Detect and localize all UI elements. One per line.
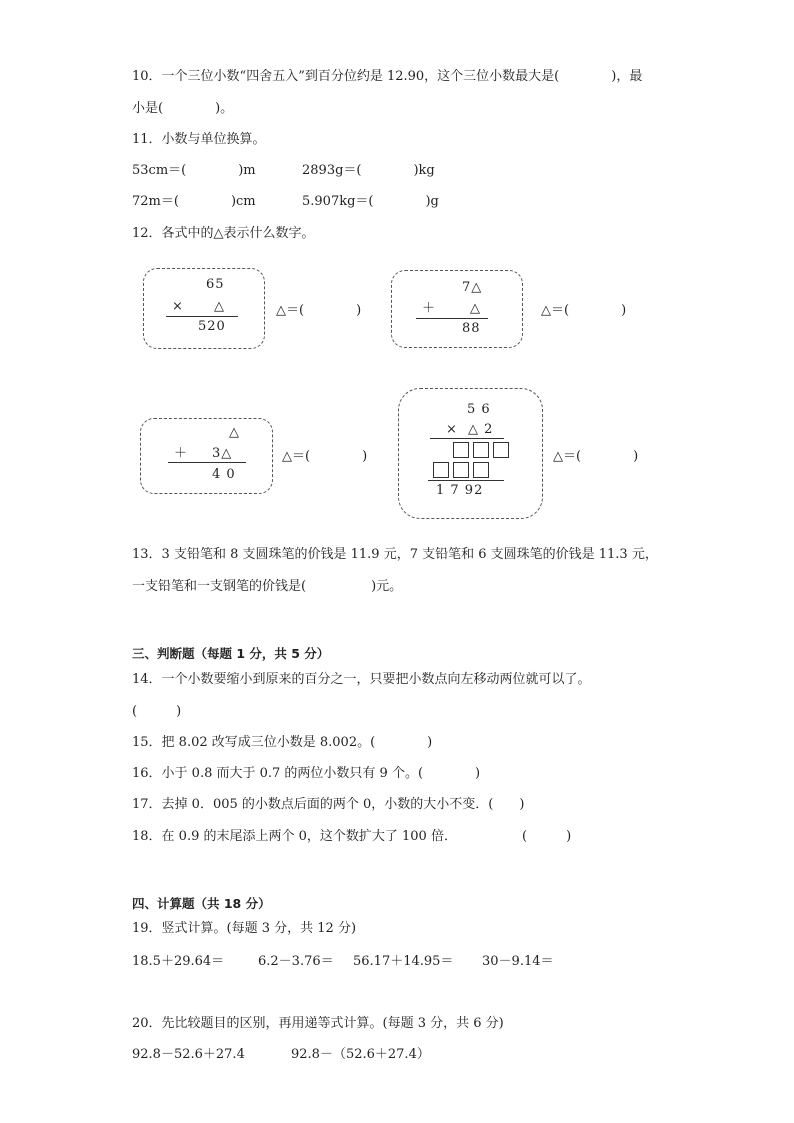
blank-box (453, 462, 469, 478)
q10-line2: 小是( )。 (132, 101, 234, 116)
puzzle-3-box (140, 418, 273, 494)
q13-line1: 13．3 支铅笔和 8 支圆珠笔的价钱是 11.9 元，7 支铅笔和 6 支圆珠笔的价钱是 11.3 元， (132, 547, 658, 562)
q20-item-2: 92.8－（52.6＋27.4） (291, 1047, 430, 1062)
q14-line2: ( ) (132, 704, 182, 719)
q18-paren: ( ) (522, 829, 572, 844)
puzzle-4-op: × (446, 422, 458, 437)
puzzle-1-answer: △＝( ) (276, 303, 362, 318)
puzzle-3-rule (168, 462, 246, 463)
puzzle-1-top: 65 (206, 277, 225, 292)
q19-item-1: 18.5＋29.64＝ (132, 954, 225, 969)
puzzle-4-second: △ 2 (468, 422, 494, 437)
q11-c: 72m＝( )cm (132, 194, 256, 209)
q14-line1: 14．一个小数要缩小到原来的百分之一，只要把小数点向左移动两位就可以了。 (132, 672, 591, 687)
puzzle-2-answer: △＝( ) (541, 303, 627, 318)
q20: 20．先比较题目的区别，再用递等式计算。(每题 3 分，共 6 分) (132, 1016, 504, 1031)
puzzle-4-rule-1 (430, 438, 504, 439)
q11-title: 11．小数与单位换算。 (132, 132, 266, 147)
q11-a: 53cm＝( )m (132, 163, 256, 178)
q19: 19．竖式计算。(每题 3 分，共 12 分) (132, 921, 357, 936)
puzzle-1-op: × (172, 299, 184, 314)
q11-d: 5.907kg＝( )g (302, 194, 439, 209)
puzzle-3-op: ＋ (174, 446, 189, 461)
q13-line2: 一支铅笔和一支钢笔的价钱是( )元。 (132, 579, 403, 594)
puzzle-4-top: 5 6 (467, 402, 491, 417)
q19-item-2: 6.2－3.76＝ (258, 954, 334, 969)
puzzle-2-second: △ (470, 301, 481, 316)
q18: 18．在 0.9 的末尾添上两个 0，这个数扩大了 100 倍． (132, 829, 457, 844)
puzzle-2-result: 88 (462, 321, 481, 336)
puzzle-1-second: △ (214, 299, 225, 314)
puzzle-4-rule-2 (428, 480, 504, 481)
q15: 15．把 8.02 改写成三位小数是 8.002。( ) (132, 735, 433, 750)
q12-title: 12．各式中的△表示什么数字。 (132, 226, 315, 241)
puzzle-1-box (143, 268, 265, 349)
q20-item-1: 92.8－52.6＋27.4 (132, 1047, 245, 1062)
blank-box (433, 462, 449, 478)
q11-b: 2893g＝( )kg (302, 163, 435, 178)
puzzle-2-rule (416, 318, 488, 319)
puzzle-2-box (391, 270, 523, 348)
blank-box (453, 442, 469, 458)
puzzle-4-result: 1 7 92 (436, 483, 484, 498)
puzzle-3-second: 3△ (212, 446, 233, 461)
q17: 17．去掉 0．005 的小数点后面的两个 0，小数的大小不变．( ) (132, 797, 525, 812)
puzzle-3-answer: △＝( ) (282, 449, 368, 464)
section-3-heading: 三、判断题（每题 1 分，共 5 分） (132, 646, 330, 661)
puzzle-3-result: 4 0 (212, 467, 236, 482)
puzzle-4-answer: △＝( ) (553, 449, 639, 464)
puzzle-2-top: 7△ (462, 280, 483, 295)
q19-item-3: 56.17＋14.95＝ (353, 954, 454, 969)
q19-item-4: 30－9.14＝ (482, 954, 554, 969)
section-4-heading: 四、计算题（共 18 分） (132, 896, 271, 911)
puzzle-3-top: △ (229, 425, 240, 440)
blank-box (473, 462, 489, 478)
q10-line1: 10．一个三位小数“四舍五入”到百分位约是 12.90，这个三位小数最大是( )，最 (132, 69, 643, 84)
blank-box (473, 442, 489, 458)
puzzle-1-rule (166, 316, 238, 317)
q16: 16．小于 0.8 而大于 0.7 的两位小数只有 9 个。( ) (132, 766, 481, 781)
blank-box (493, 442, 509, 458)
puzzle-1-result: 520 (198, 319, 226, 334)
puzzle-2-op: ＋ (422, 301, 437, 316)
